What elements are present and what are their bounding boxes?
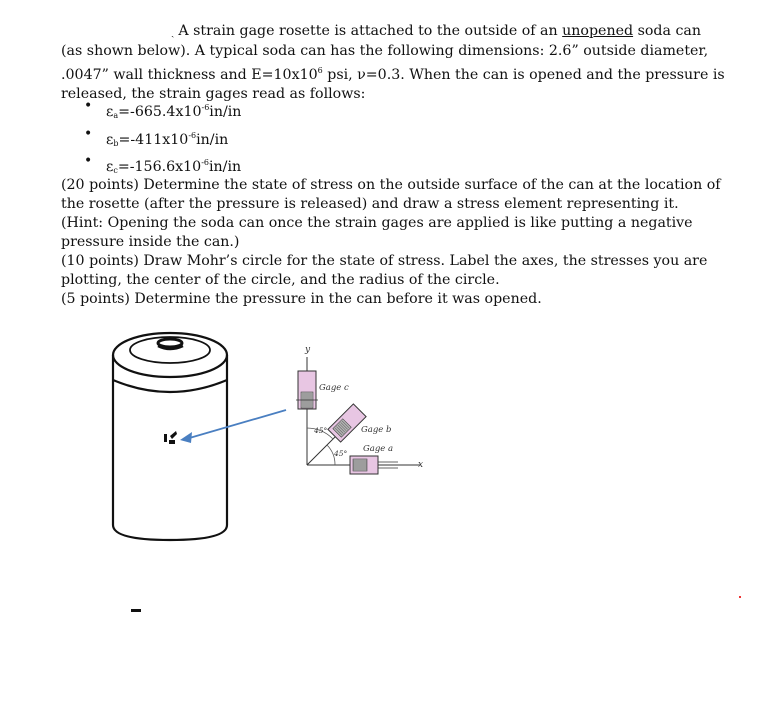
intro-line-4: released, the strain gages read as follows:: [61, 86, 366, 102]
question-line: pressure inside the can.): [61, 234, 240, 250]
gage-b-label: Gage b: [361, 425, 392, 435]
problem-statement: [61, 22, 751, 104]
intro-line-1: ˏ A strain gage rosette is attached to the outside of an unopened soda can: [171, 23, 702, 39]
questions: [61, 176, 751, 309]
angle-label-upper: 45°: [314, 426, 328, 435]
intro-line-2: (as shown below). A typical soda can has the following dimensions: 2.6” outside diameter,: [61, 43, 709, 59]
question-line: (20 points) Determine the state of stress on the outside surface of the can at the location of: [61, 177, 721, 193]
strain-reading-c: • $\varepsilon_c=-156.6x10^{-6}in/in$: [84, 153, 242, 175]
strain-reading-b: • $\varepsilon_b=-411x10^{-6}in/in$: [84, 125, 229, 148]
stray-dot: [739, 596, 741, 598]
question-line: (10 points) Draw Mohr’s circle for the state of stress. Label the axes, the stresses you are: [61, 253, 708, 269]
angle-label-lower: 45°: [334, 449, 348, 458]
gage-a-label: Gage a: [363, 444, 394, 454]
question-line: (Hint: Opening the soda can once the strain gages are applied is like putting a negative: [61, 215, 693, 231]
soda-can-illustration: [113, 333, 227, 540]
question-line: plotting, the center of the circle, and the radius of the circle.: [61, 272, 500, 288]
rosette-on-can-icon: [164, 431, 177, 444]
y-axis-label: y: [305, 345, 311, 355]
question-line: the rosette (after the pressure is released) and draw a stress element representing it.: [61, 196, 679, 212]
x-axis-label: x: [418, 460, 424, 470]
gage-c: [296, 362, 318, 419]
cursor-mark: ˏ: [171, 27, 175, 38]
unopened-underlined: unopened: [562, 23, 634, 39]
strain-readings-list: [84, 98, 241, 181]
gage-b: [328, 404, 366, 442]
rosette-detail: [296, 345, 423, 474]
pointer-arrow-icon: [180, 410, 286, 443]
question-line: (5 points) Determine the pressure in the can before it was opened.: [61, 291, 542, 307]
bullet-icon: •: [84, 153, 93, 169]
intro-line-3: .0047” wall thickness and $E=10x10^6$ psi, ν=0.3. When the can is opened and the pressure is: [61, 66, 725, 83]
bullet-icon: •: [84, 98, 93, 114]
strain-reading-a: • $\varepsilon_a=-665.4x10^{-6}in/in$: [84, 98, 242, 120]
stray-mark: [131, 609, 141, 612]
gage-c-label: Gage c: [319, 383, 349, 393]
rosette-figure: [0, 300, 779, 720]
bullet-icon: •: [84, 125, 93, 142]
